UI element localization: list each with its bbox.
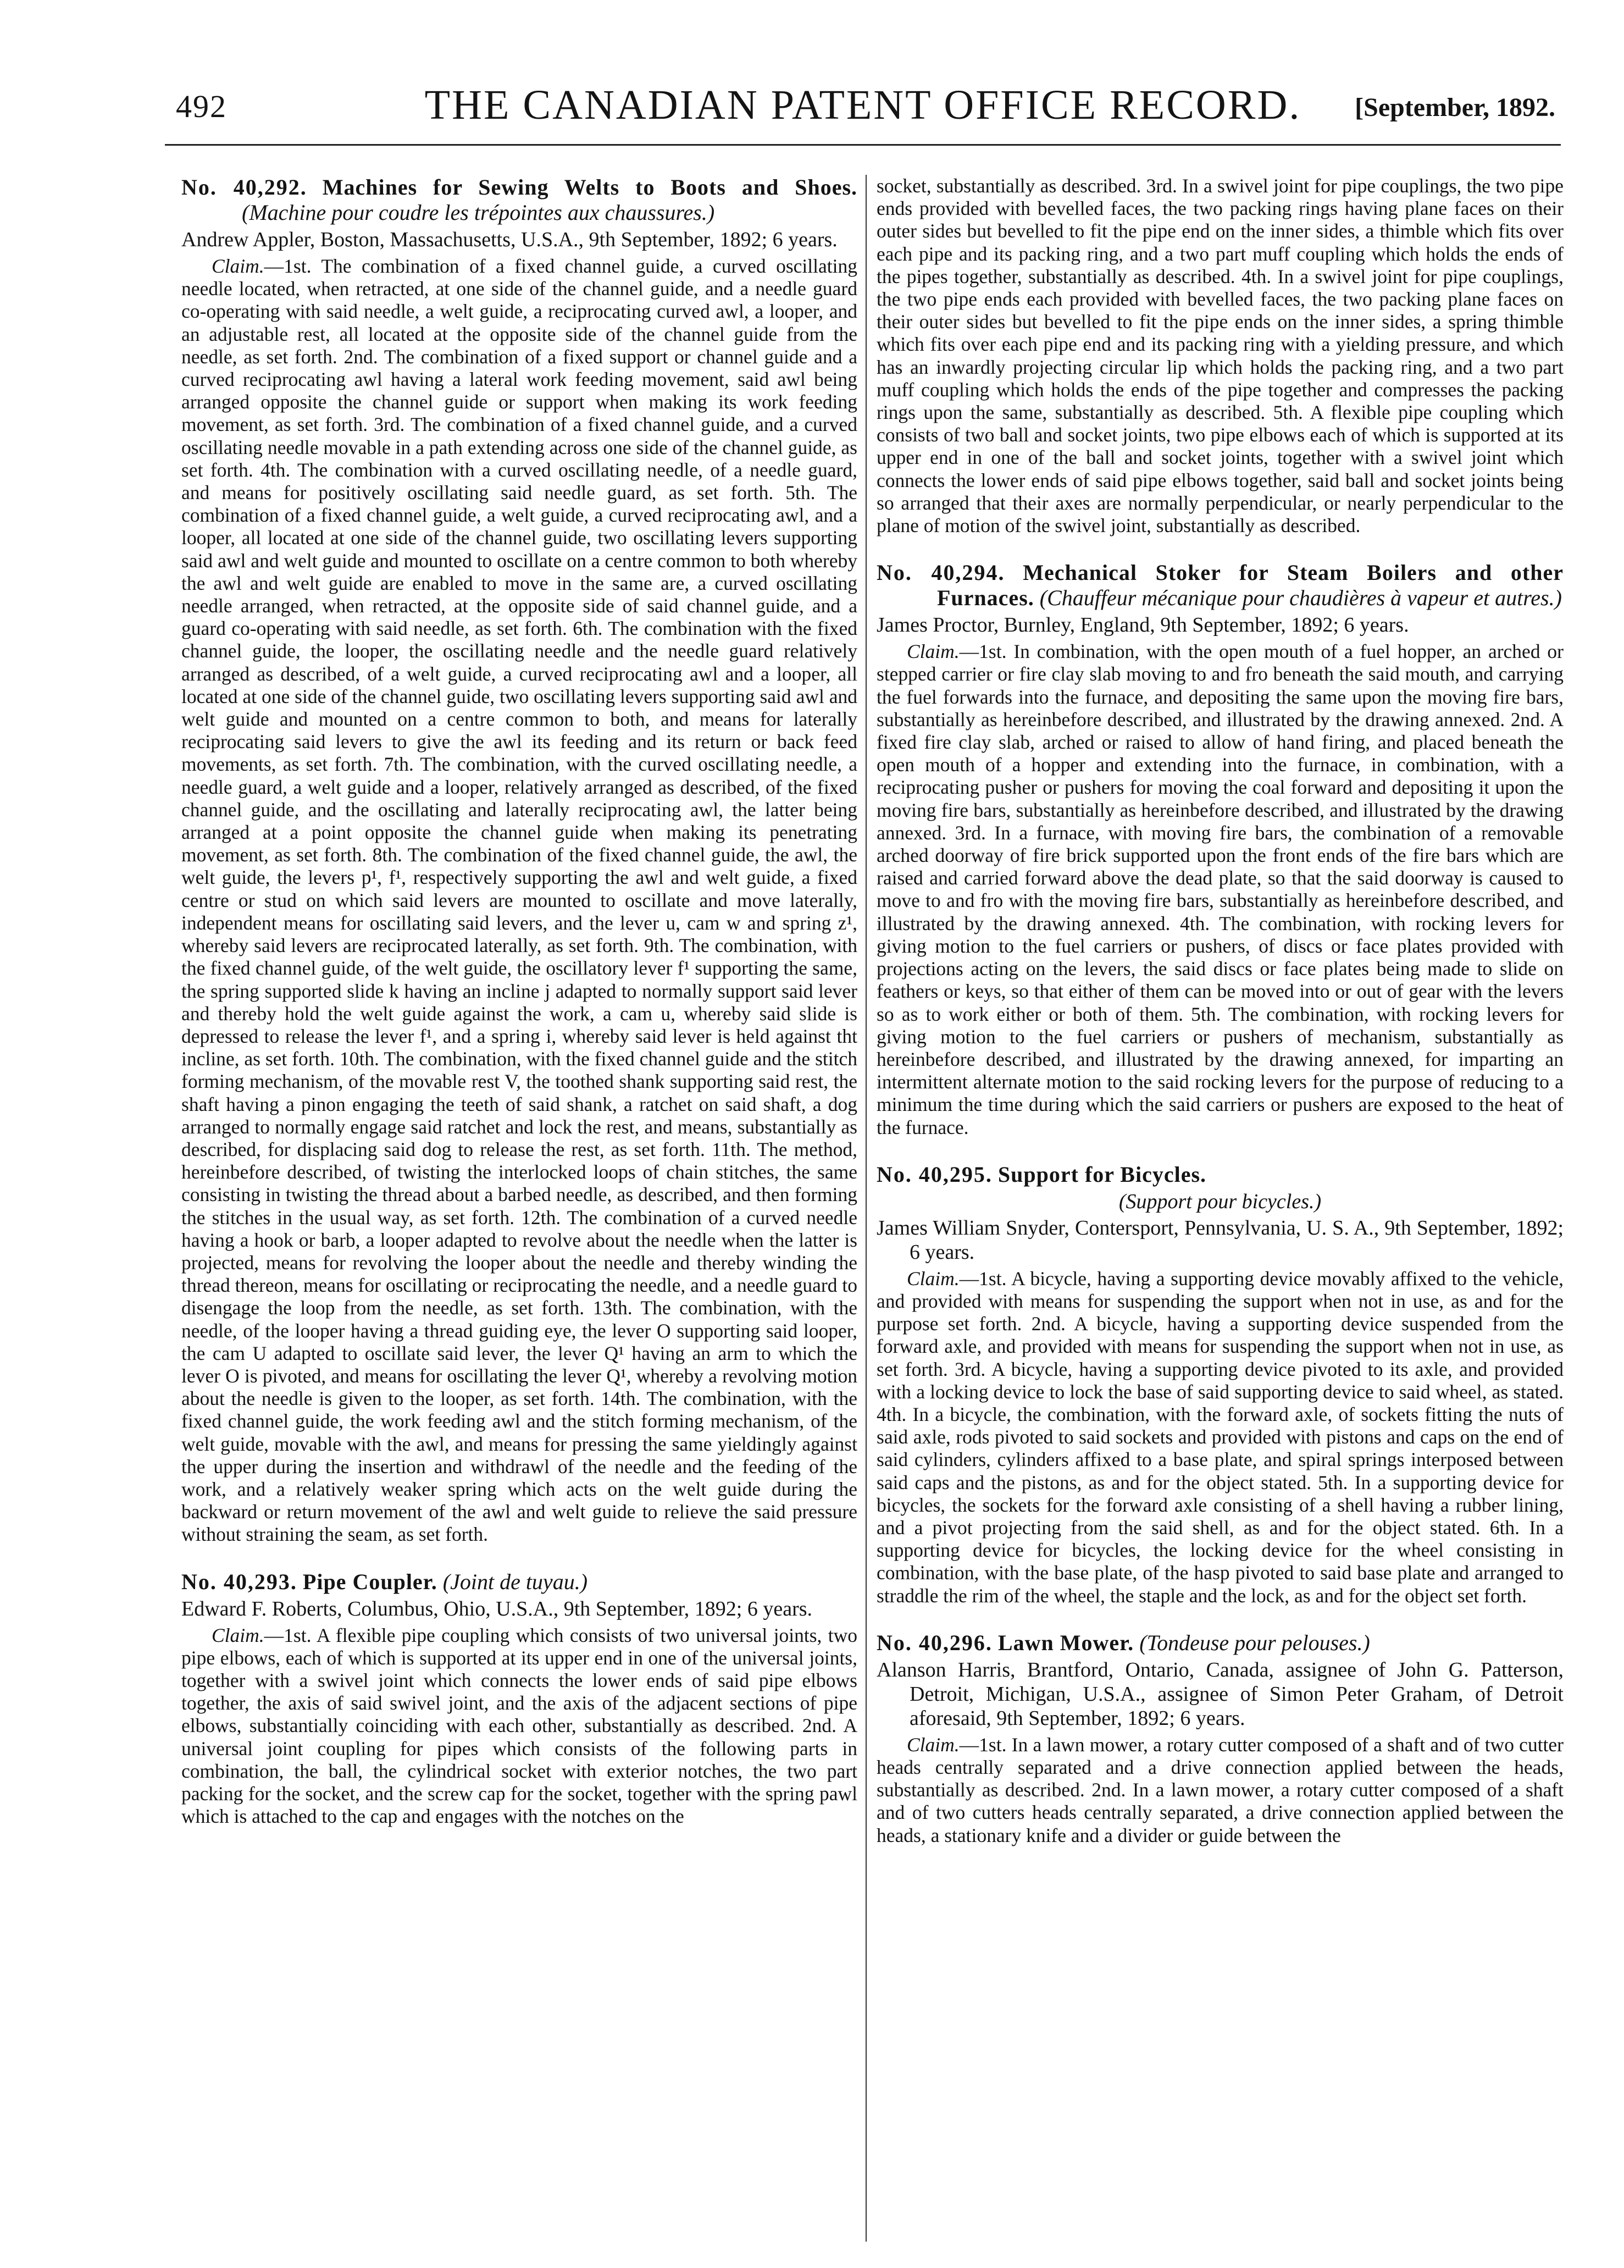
patent-entry-40296 [877,1630,1564,1847]
patent-number: No. 40,295. [877,1161,993,1187]
patent-claims [181,1624,857,1828]
entry-heading [877,1162,1564,1187]
patent-french-title: (Joint de tuyau.) [442,1569,588,1594]
patent-french-title: (Chauffeur mécanique pour chaudières à vapeur et autres.) [1039,585,1562,611]
issue-date: [September, 1892. [1355,93,1555,122]
patent-claims [877,1734,1564,1847]
patent-claims [877,640,1564,1138]
claim-text: —1st. A bicycle, having a supporting device movably affixed to the vehicle, and provided with means for suspending the support when not in use, as and for the purpose set forth. 2nd. A bicycle, having a supporting device suspended from the forward axle, and provided with means for suspending the support when not in use, as set forth. 3rd. A bicycle, having a supporting device pivoted to its axle, and provided with a locking device to lock the base of said supporting device to said wheel, as stated. 4th. In a bicycle, the combination, with the forward axle, of sockets fitting the nuts of said axle, rods pivoted to said sockets and provided with pistons and caps on the end of said cylinders, cylinders affixed to a base plate, and spiral springs interposed between said caps and the pistons, as and for the object stated. 5th. In a supporting device for bicycles, the sockets for the forward axle consisting of a shell having a rubber lining, and a pivot projecting from the said shell, as and for the object stated. 6th. In a supporting device for bicycles, the locking device for the wheel consisting in combination, with the base plate, of the hasp pivoted to said base plate and arranged to straddle the rim of the wheel, the staple and the lock, as and for the object set forth. [877,1267,1564,1607]
claim-text: —1st. The combination of a fixed channel guide, a curved oscillating needle located, when retracted, at one side of the channel guide, and a needle guard co-operating with said needle, a welt guide, a reciprocating curved awl, a looper, and an adjustable rest, all located at the opposite side of the channel guide from the needle, as set forth. 2nd. The combination of a fixed support or channel guide and a curved reciprocating awl having a lateral work feeding movement, said awl being arranged opposite the channel guide or support when making its work feeding movement, as set forth. 3rd. The combination of a fixed channel guide, and a curved oscillating needle movable in a path extending across one side of the channel guide, as set forth. 4th. The combination with a curved oscillating needle, of a needle guard, and means for positively oscillating said needle guard, as set forth. 5th. The combination of a fixed channel guide, a welt guide, a curved reciprocating awl, and a looper, all located at one side of the channel guide, two oscillating levers supporting said awl and welt guide and mounted to oscillate on a centre common to both whereby the awl and welt guide are enabled to move in the same are, a curved oscillating needle arranged, when retracted, at the opposite side of said channel guide, and a guard co-operating with said needle, as set forth. 6th. The combination with the fixed channel guide, the looper, the oscillating needle and the needle guard relatively arranged as described, of a welt guide, a curved reciprocating awl and a looper, all located at one side of the channel guide, two oscillating levers supporting said awl and welt guide and mounted on a centre common to both, and means for laterally reciprocating said levers to give the awl its feeding and its return or back feed movements, as set forth. 7th. The combination, with the curved oscillating needle, a needle guard, a welt guide and a looper, relatively arranged as described, of the fixed channel guide, and the oscillating and laterally reciprocating awl, the latter being arranged at a point opposite the channel guide when making its penetrating movement, as set forth. 8th. The combination of the fixed channel guide, the awl, the welt guide, the levers p¹, f¹, respectively supporting the awl and welt guide, a fixed centre or stud on which said levers are mounted to oscillate and move laterally, independent means for oscillating said levers, and the lever u, cam w and spring z¹, whereby said levers are reciprocated laterally, as set forth. 9th. The combination, with the fixed channel guide, of the welt guide, the oscillatory lever f¹ supporting the same, the spring supported slide k having an incline j adapted to normally support said lever and thereby hold the welt guide against the work, a cam u, whereby said slide is depressed to release the lever f¹, and a spring i, whereby said lever is held against tht incline, as set forth. 10th. The combination, with the fixed channel guide and the stitch forming mechanism, of the movable rest V, the toothed shank supporting said rest, the shaft having a pinon engaging the teeth of said shank, a ratchet on said shaft, a dog arranged to normally engage said ratchet and lock the rest, and means, substantially as described, for displacing said dog to release the rest, as set forth. 11th. The method, hereinbefore described, of twisting the interlocked loops of chain stitches, the same consisting in twisting the thread about a barbed needle, as described, and then forming the stitches in the usual way, as set forth. 12th. The combination of a curved needle having a hook or barb, a looper adapted to revolve about the needle when the latter is projected, means for revolving the looper about the needle and thereby winding the thread thereon, means for oscillating or reciprocating the needle, and a needle guard to disengage the loop from the needle, as set forth. 13th. The combination, with the needle, of the looper having a thread guiding eye, the lever O supporting said looper, the cam U adapted to oscillate said lever, the lever Q¹ having an arm to which the lever O is pivoted, and means for oscillating the lever Q¹, whereby a revolving motion about the needle is given to the looper, as set forth. 14th. The combination, with the fixed channel guide, the work feeding awl and the stitch forming mechanism, of the welt guide, movable with the awl, and means for pressing the same yieldingly against the upper during the insertion and withdrawl of the needle and the feeding of the work, and a relatively weaker spring which acts on the welt guide during the backward or return movement of the awl and welt guide to relieve the said pressure without straining the seam, as set forth. [181,255,857,1546]
patent-inventor: Alanson Harris, Brantford, Ontario, Canada, assignee of John G. Patterson, Detroit, Michigan, U.S.A., assignee of Simon Peter Graham, of Detroit aforesaid, 9th September, 1892; 6 years. [877,1658,1564,1730]
right-column [877,175,1564,2242]
patent-number: No. 40,293. [181,1569,297,1594]
patent-title: Mechanical Stoker for Steam Boilers and other Furnaces. [937,560,1564,611]
page-header [165,77,1561,137]
journal-title: THE CANADIAN PATENT OFFICE RECORD. [424,82,1301,128]
patent-french-title: (Tondeuse pour pelouses.) [1139,1630,1370,1655]
patent-french-title: (Support pour bicycles.) [1118,1190,1322,1213]
patent-entry-40293-continued [877,175,1564,537]
patent-entry-40295 [877,1162,1564,1607]
patent-entry-40292 [181,175,857,1546]
patent-title: Lawn Mower. [997,1630,1134,1655]
entry-heading [181,175,857,225]
claim-text: —1st. In combination, with the open mouth of a fuel hopper, an arched or stepped carrier or fire clay slab moving to and fro beneath the said mouth, and carrying the fuel forwards into the furnace, and depositing the same upon the moving fire bars, substantially as hereinbefore described, and illustrated by the drawing annexed. 2nd. A fixed fire clay slab, arched or raised to allow of hand firing, and placed beneath the open mouth of a hopper and extending into the furnace, in combination, with a reciprocating pusher or pushers for moving the coal forward and depositing it upon the moving fire bars, substantially as hereinbefore described, and illustrated by the drawing annexed. 3rd. In a furnace, with moving fire bars, the combination of a removable arched doorway of fire brick supported upon the front ends of the fire bars which are raised and carried forward above the dead plate, so that the said doorway is caused to move to and fro with the moving fire bars, substantially as hereinbefore described, and illustrated by the drawing annexed. 4th. The combination, with rocking levers for giving motion to the fuel carriers or pushers, of discs or face plates provided with projections acting on the levers, the said discs or face plates being made to slide on feathers or keys, so that either of them can be moved into or out of gear with the levers so as to work either or both of them. 5th. The combination, with rocking levers for giving motion to the fuel carriers or pushers of mechanism, substantially as hereinbefore described, and illustrated by the drawing annexed, for imparting an intermittent alternate motion to the said rocking levers for the purpose of reducing to a minimum the time during which the said carriers or pushers are exposed to the heat of the furnace. [877,640,1564,1138]
claim-label: Claim. [907,1267,960,1290]
patent-title: Support for Bicycles. [997,1161,1207,1187]
patent-title: Pipe Coupler. [302,1569,437,1594]
patent-number: No. 40,296. [877,1630,993,1655]
claim-text: —1st. In a lawn mower, a rotary cutter composed of a shaft and of two cutter heads centrally separated and a drive connection applied between the heads, substantially as described. 2nd. In a lawn mower, a rotary cutter composed of a shaft and of two cutters heads centrally separated, a drive connection applied between the heads, a stationary knife and a divider or guide between the [877,1733,1564,1846]
patent-title: Machines for Sewing Welts to Boots and Shoes. [322,175,857,200]
patent-number: No. 40,294. [877,560,1005,585]
page-number: 492 [176,88,227,124]
claim-text: —1st. A flexible pipe coupling which consists of two universal joints, two pipe elbows, each of which is supported at its upper end in one of the universal joints, together with a swivel joint which connects the lower ends of said pipe elbows together, the axis of said swivel joint, and the axis of the adjacent sections of pipe elbows, substantially coinciding with each other, substantially as described. 2nd. A universal joint coupling for pipes which consists of the following parts in combination, the ball, the cylindrical socket with exterior notches, the two part packing for the socket, and the screw cap for the socket, together with the spring pawl which is attached to the cap and engages with the notches on the [181,1624,857,1828]
column-divider [866,175,867,2242]
claim-label: Claim. [907,640,960,663]
patent-french-title: (Machine pour coudre les trépointes aux chaussures.) [242,200,715,225]
claim-label: Claim. [212,1624,264,1646]
patent-claims [181,255,857,1546]
left-column [181,175,857,2242]
entry-heading [877,560,1564,611]
claim-label: Claim. [907,1733,960,1756]
header-rule [165,144,1561,146]
claim-label: Claim. [212,255,264,277]
entry-heading [181,1569,857,1595]
patent-number: No. 40,292. [181,175,307,200]
claim-continuation: socket, substantially as described. 3rd. In a swivel joint for pipe couplings, the two pipe ends provided with bevelled faces, the two packing rings having plane faces on their outer sides but bevelled to fit the pipe end on the inner sides, a thimble which fits over each pipe and its packing ring, and a two part muff coupling which holds the ends of the pipes together, substantially as described. 4th. In a swivel joint for pipe couplings, the two pipe ends each provided with bevelled faces, the two packing plane faces on their outer sides but bevelled to fit the pipe ends on the inner sides, a spring thimble which fits over each pipe end and its packing ring with a yielding pressure, and which has an inwardly projecting circular lip which holds the packing ring, and a two part muff coupling which holds the ends of the pipe together and compresses the packing rings upon the same, substantially as described. 5th. A flexible pipe coupling which consists of two ball and socket joints, two pipe elbows each of which is supported at its upper end in one of the ball and socket joints, together with a swivel joint which connects the lower ends of said pipe elbows together, said ball and socket joints being so arranged that their axes are normally perpendicular, or nearly perpendicular to the plane of motion of the swivel joint, substantially as described. [877,175,1564,537]
patent-entry-40294 [877,560,1564,1138]
patent-inventor: James Proctor, Burnley, England, 9th September, 1892; 6 years. [877,613,1409,637]
patent-inventor: Andrew Appler, Boston, Massachusetts, U.S.A., 9th September, 1892; 6 years. [181,228,838,251]
patent-inventor: Edward F. Roberts, Columbus, Ohio, U.S.A., 9th September, 1892; 6 years. [181,1597,813,1620]
patent-claims [877,1268,1564,1607]
patent-inventor: James William Snyder, Contersport, Pennsylvania, U. S. A., 9th September, 1892; 6 years. [877,1216,1564,1264]
entry-heading [877,1630,1564,1656]
patent-entry-40293 [181,1569,857,1828]
